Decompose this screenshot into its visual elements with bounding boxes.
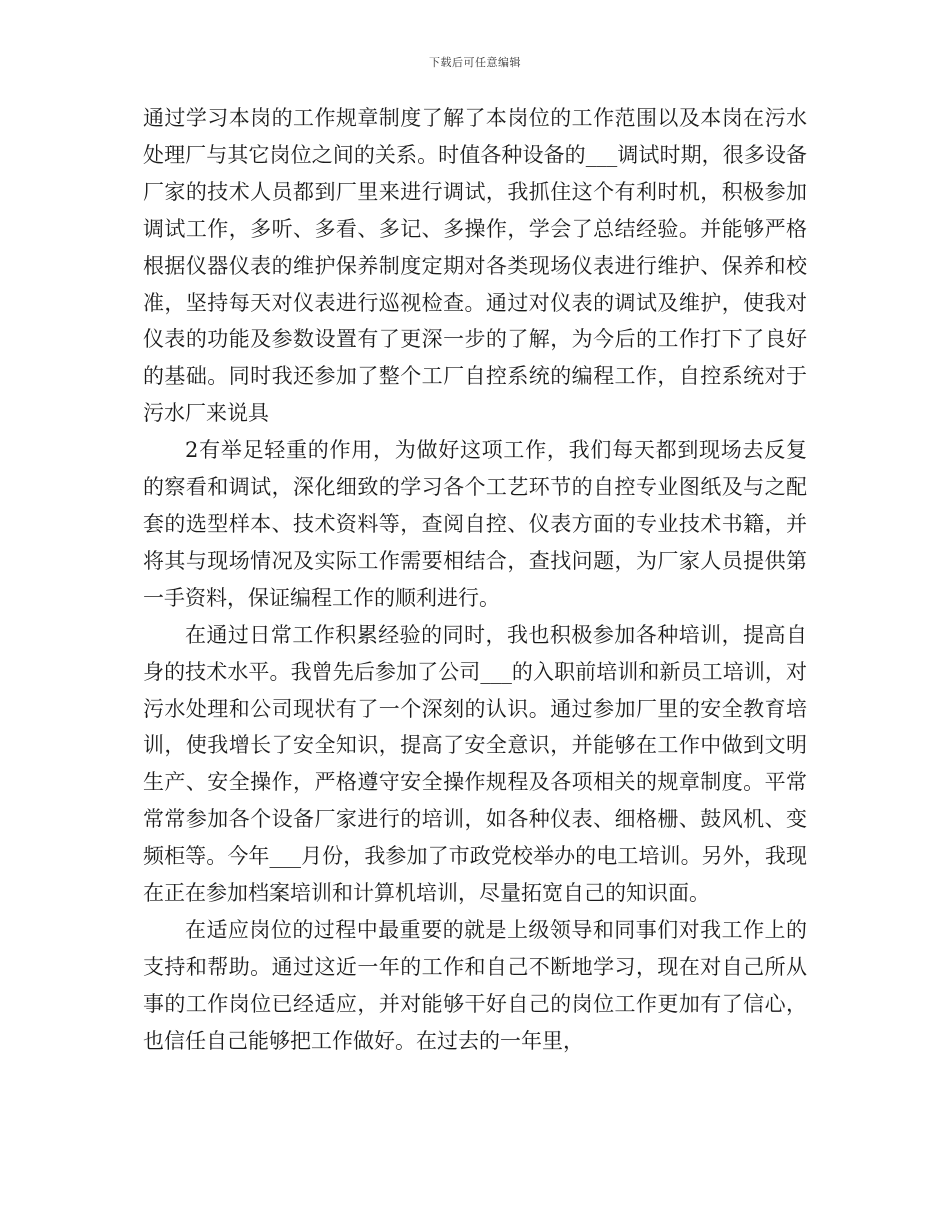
paragraph-4: 在适应岗位的过程中最重要的就是上级领导和同事们对我工作上的支持和帮助。通过这近一年的工作和自己不断地学习，现在对自己所从事的工作岗位已经适应，并对能够干好自己的岗位工作更加有了信心，也信任自己能够把工作做好。在过去的一年里， bbox=[143, 917, 807, 1053]
page-header: 下载后可任意编辑 bbox=[429, 56, 521, 69]
document-body bbox=[143, 100, 807, 1060]
paragraph-2: 2有举足轻重的作用，为做好这项工作，我们每天都到现场去反复的察看和调试，深化细致的学习各个工艺环节的自控专业图纸及与之配套的选型样本、技术资料等，查阅自控、仪表方面的专业技术书籍，并将其与现场情况及实际工作需要相结合，查找问题，为厂家人员提供第一手资料，保证编程工作的顺利进行。 bbox=[143, 438, 807, 610]
paragraph-3: 在通过日常工作积累经验的同时，我也积极参加各种培训，提高自身的技术水平。我曾先后参加了公司___的入职前培训和新员工培训，对污水处理和公司现状有了一个深刻的认识。通过参加厂里的安全教育培训，使我增长了安全知识，提高了安全意识，并能够在工作中做到文明生产、安全操作，严格遵守安全操作规程及各项相关的规章制度。平常常常参加各个设备厂家进行的培训，如各种仪表、细格栅、鼓风机、变频柜等。今年___月份，我参加了市政党校举办的电工培训。另外，我现在正在参加档案培训和计算机培训，尽量拓宽自己的知识面。 bbox=[143, 622, 807, 906]
paragraph-1: 通过学习本岗的工作规章制度了解了本岗位的工作范围以及本岗在污水处理厂与其它岗位之间的关系。时值各种设备的___调试时期，很多设备厂家的技术人员都到厂里来进行调试，我抓住这个有利时机，积极参加调试工作，多听、多看、多记、多操作，学会了总结经验。并能够严格根据仪器仪表的维护保养制度定期对各类现场仪表进行维护、保养和校准，坚持每天对仪表进行巡视检查。通过对仪表的调试及维护，使我对仪表的功能及参数设置有了更深一步的了解，为今后的工作打下了良好的基础。同时我还参加了整个工厂自控系统的编程工作，自控系统对于污水厂来说具 bbox=[143, 106, 807, 426]
